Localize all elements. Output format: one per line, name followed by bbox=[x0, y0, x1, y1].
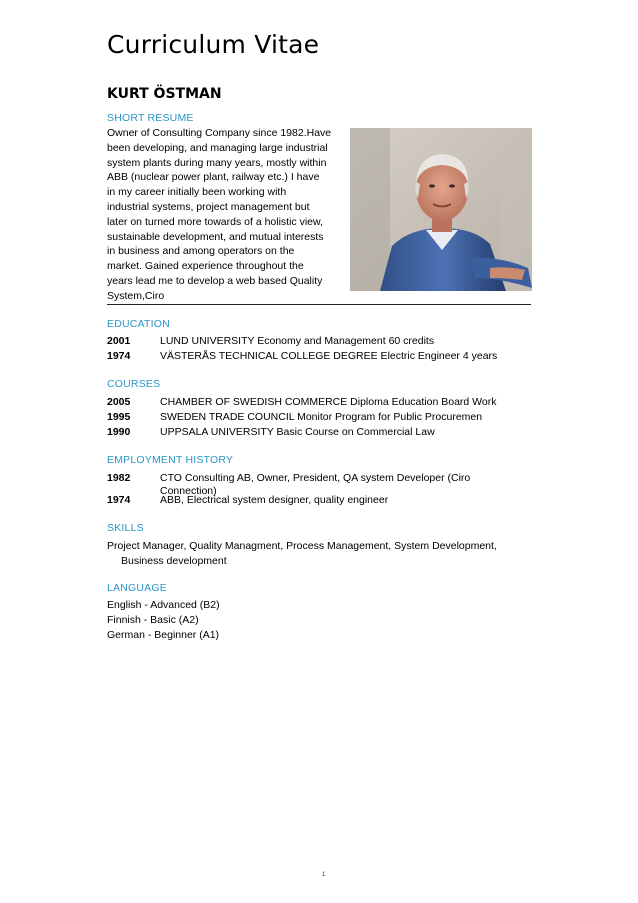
section-divider bbox=[107, 304, 531, 305]
course-text: SWEDEN TRADE COUNCIL Monitor Program for Public Procuremen bbox=[160, 411, 483, 423]
language-item: Finnish - Basic (A2) bbox=[107, 614, 199, 626]
education-year: 2001 bbox=[107, 335, 131, 347]
resume-line: later on turned more towards of a holistic view, bbox=[107, 215, 323, 228]
skills-text bbox=[107, 539, 497, 569]
resume-line: system plants during many years, mostly within bbox=[107, 156, 327, 169]
skills-heading: SKILLS bbox=[107, 522, 144, 534]
resume-line: years lead me to develop a web based Quality bbox=[107, 274, 323, 287]
resume-line: Owner of Consulting Company since 1982.Have bbox=[107, 127, 332, 139]
course-year: 1990 bbox=[107, 426, 131, 438]
course-year: 2005 bbox=[107, 396, 131, 408]
resume-line: industrial systems, project management but bbox=[107, 200, 310, 213]
employment-year: 1982 bbox=[107, 472, 131, 484]
short-resume-heading: SHORT RESUME bbox=[107, 112, 194, 124]
education-text: LUND UNIVERSITY Economy and Management 60 credits bbox=[160, 335, 435, 347]
employment-text: ABB, Electrical system designer, quality engineer bbox=[160, 494, 389, 506]
skills-line: Business development bbox=[121, 555, 227, 567]
education-heading: EDUCATION bbox=[107, 318, 170, 330]
resume-line: been developing, and managing large industrial bbox=[107, 141, 328, 154]
resume-line: sustainable development, and mutual interests bbox=[107, 230, 324, 243]
language-item: English - Advanced (B2) bbox=[107, 599, 220, 611]
courses-heading: COURSES bbox=[107, 378, 161, 390]
employment-text-line: CTO Consulting AB, Owner, President, QA system Developer (Ciro bbox=[160, 472, 471, 484]
course-text: UPPSALA UNIVERSITY Basic Course on Commercial Law bbox=[160, 426, 435, 438]
employment-heading: EMPLOYMENT HISTORY bbox=[107, 454, 234, 466]
language-heading: LANGUAGE bbox=[107, 582, 167, 594]
course-year: 1995 bbox=[107, 411, 131, 423]
resume-line: in my career initially been working with bbox=[107, 186, 287, 199]
resume-line: System,Ciro bbox=[107, 289, 165, 302]
page-number: 1 bbox=[322, 872, 326, 878]
skills-line: Project Manager, Quality Managment, Process Management, System Development, bbox=[107, 540, 497, 552]
employment-text-line: Connection) bbox=[160, 485, 217, 497]
resume-line: market. Gained experience throughout the bbox=[107, 260, 304, 273]
portrait-photo bbox=[350, 128, 532, 291]
resume-line: ABB (nuclear power plant, railway etc.) I have bbox=[107, 171, 320, 184]
document-title: Curriculum Vitae bbox=[107, 30, 320, 59]
employment-year: 1974 bbox=[107, 494, 131, 506]
education-text: VÄSTERÅS TECHNICAL COLLEGE DEGREE Electric Engineer 4 years bbox=[160, 350, 498, 362]
resume-line: in business and among operators on the bbox=[107, 245, 295, 258]
education-year: 1974 bbox=[107, 350, 131, 362]
person-name: KURT ÖSTMAN bbox=[107, 86, 222, 102]
language-list bbox=[107, 598, 220, 643]
course-text: CHAMBER OF SWEDISH COMMERCE Diploma Education Board Work bbox=[160, 396, 497, 408]
short-resume-text bbox=[107, 126, 347, 304]
language-item: German - Beginner (A1) bbox=[107, 629, 220, 641]
